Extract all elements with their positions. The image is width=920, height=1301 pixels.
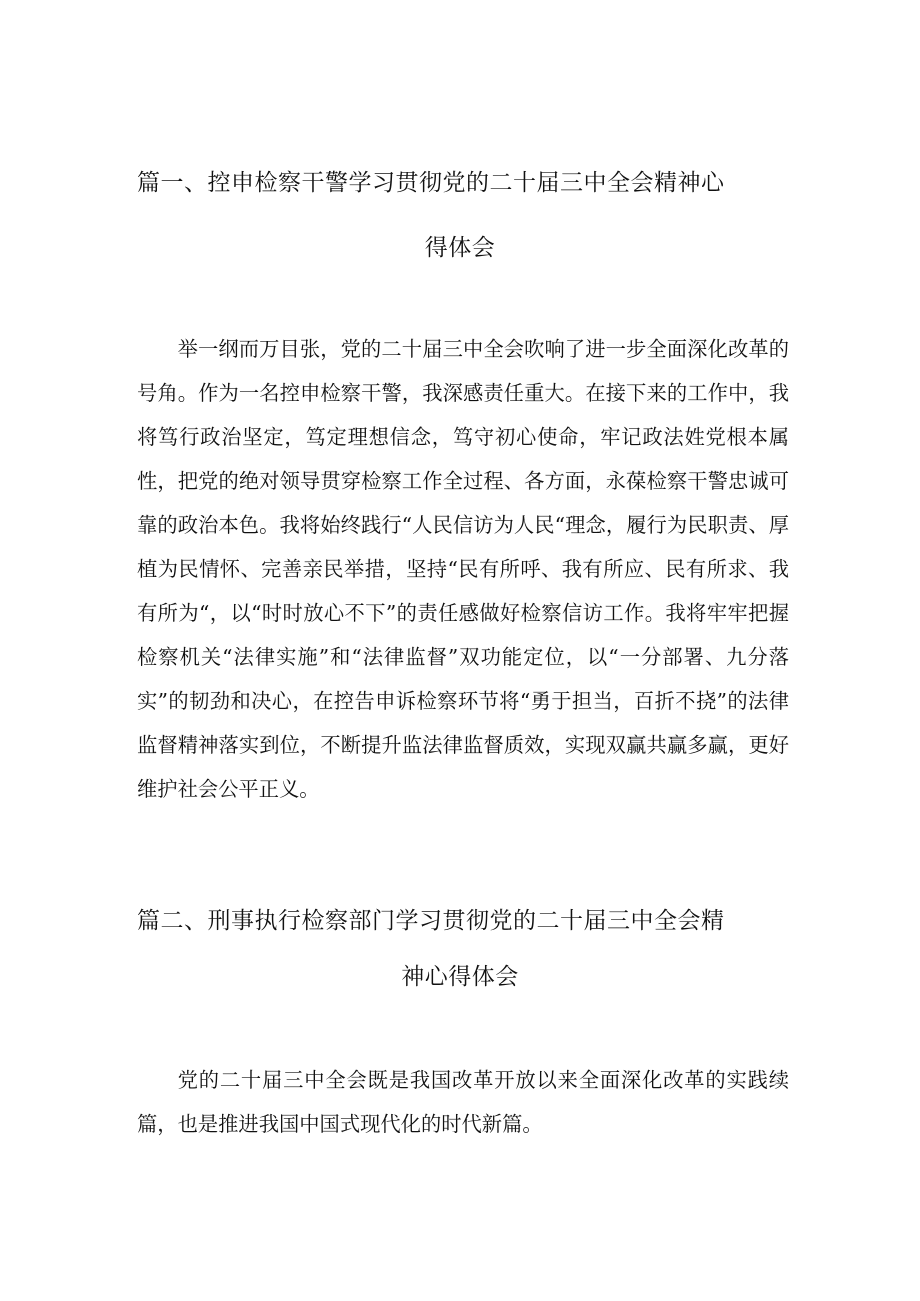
section-1-title-line-2: 得体会: [424, 235, 496, 261]
section-2-title-line-1: 篇二、刑事执行检察部门学习贯彻党的二十届三中全会精: [137, 908, 725, 934]
section-1-paragraph: 举一纲而万目张，党的二十届三中全会吹响了进一步全面深化改革的号角。作为一名控申检察干警，我深感责任重大。在接下来的工作中，我将笃行政治坚定，笃定理想信念，笃守初心使命，牢记政法姓党根本属性，把党的绝对领导贯穿检察工作全过程、各方面，永葆检察干警忠诚可靠的政治本色。我将始终践行“人民信访为人民“理念，履行为民职责、厚植为民情怀、完善亲民举措，坚持“民有所呼、我有所应、民有所求、我有所为“，以“时时放心不下”的责任感做好检察信访工作。我将牢牢把握检察机关“法律实施”和“法律监督”双功能定位，以“一分部署、九分落实”的韧劲和决心，在控告申诉检察环节将“勇于担当，百折不挠”的法律监督精神落实到位，不断提升监法律监督质效，实现双赢共赢多赢，更好维护社会公平正义。: [137, 337, 789, 801]
section-1-title-line-1: 篇一、控申检察干警学习贯彻党的二十届三中全会精神心: [137, 170, 725, 196]
section-2-paragraph: 党的二十届三中全会既是我国改革开放以来全面深化改革的实践续篇，也是推进我国中国式现代化的时代新篇。: [137, 1068, 789, 1136]
section-2-title-line-2: 神心得体会: [401, 964, 519, 990]
